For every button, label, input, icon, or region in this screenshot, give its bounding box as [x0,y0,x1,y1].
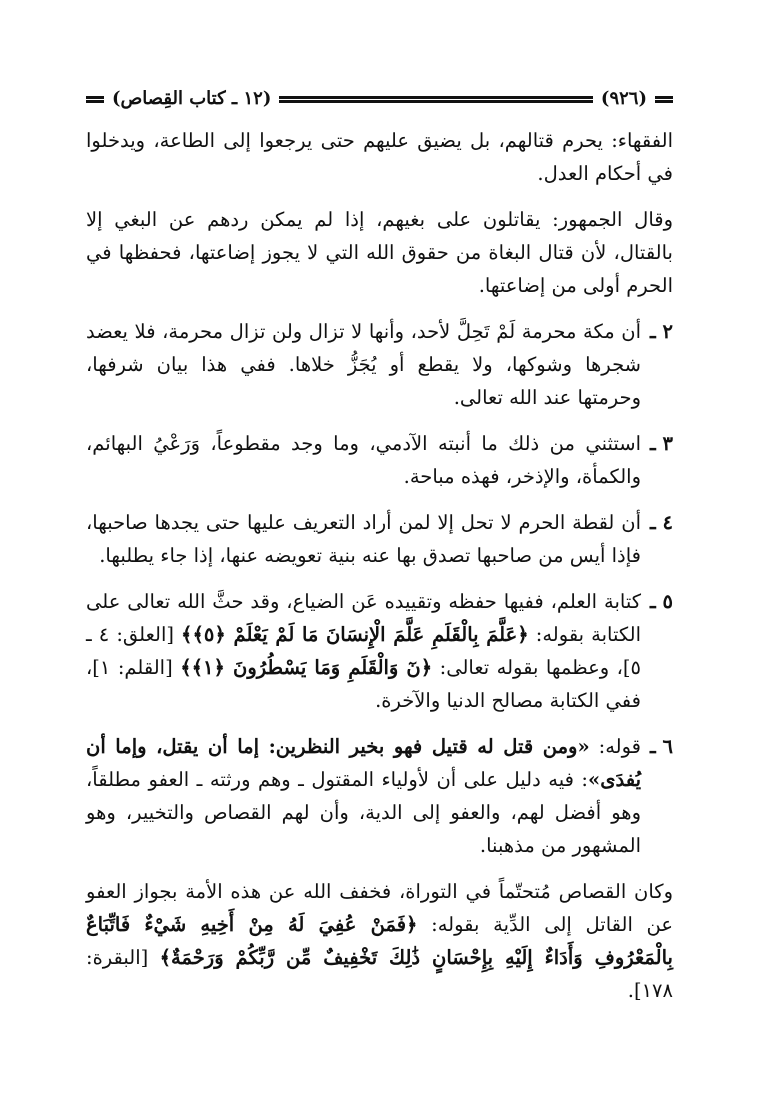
list-item [86,585,673,717]
list-item [86,427,673,493]
item-number: ٤ ـ [650,511,673,534]
paragraph-text-part: [البقرة: ١٧٨]. [86,946,673,1002]
list-item [86,506,673,572]
list-item [86,730,673,862]
list-item [86,315,673,414]
item-text: أن لقطة الحرم لا تحل إلا لمن أراد التعريف عليها حتى يجدها صاحبها، فإذا أيس من صاحبها تصدق بها عنه بنية تعويضه عنها، إذا جاء يطلبها. [86,511,641,567]
hadith-quote: «ومن قتل له قتيل فهو بخير النظرين: إما أن يقتل، وإما أن يُفدَى» [86,735,641,791]
quran-verse-baqarah: ﴿فَمَنْ عُفِيَ لَهُ مِنْ أَخِيهِ شَيْءٌ فَاتِّبَاعٌ بِالْمَعْرُوفِ وَأَدَاءٌ إِلَيْهِ بِإِحْسَانٍ ذَٰلِكَ تَخْفِيفٌ مِّن رَّبِّكُمْ وَرَحْمَةٌ﴾ [86,913,673,969]
header-rule-left [86,96,104,103]
quran-verse-qalam: ﴿نٓ وَالْقَلَمِ وَمَا يَسْطُرُونَ ﴿١﴾﴾ [180,656,433,679]
item-text [86,730,641,862]
item-text-part: : فيه دليل على أن لأولياء المقتول ـ وهم ورثته ـ العفو مطلقاً، وهو أفضل لهم، والعفو إلى الدية، وأن لهم القصاص والتخيير، وهو المشهور من مذهبنا. [86,768,641,857]
page-body [86,124,673,1020]
item-text-part: كتابة العلم، ففيها حفظه وتقييده عَن الضياع، وقد حثَّ الله تعالى على الكتابة بقوله: [86,590,641,646]
item-text-part: [القلم: ١]، ففي الكتابة مصالح الدنيا والآخرة. [86,656,641,712]
page-header [86,86,673,112]
item-number: ٢ ـ [650,320,673,343]
paragraph-qisas-torah [86,875,673,1007]
header-rule-middle [279,96,593,103]
quran-verse-alaq: ﴿عَلَّمَ بِالْقَلَمِ عَلَّمَ الْإِنسَانَ مَا لَمْ يَعْلَمْ ﴿٥﴾﴾ [181,623,529,646]
chapter-title: (١٢ ـ كتاب القِصاص) [112,88,272,109]
item-text [86,585,641,717]
item-number: ٦ ـ [650,735,673,758]
paragraph-jumhur: وقال الجمهور: يقاتلون على بغيهم، إذا لم يمكن ردهم عن البغي إلا بالقتال، لأن قتال البغاة من حقوق الله التي لا يجوز إضاعتها، فحفظها في الحرم أولى من إضاعتها. [86,208,673,297]
item-text: استثني من ذلك ما أنبته الآدمي، وما وجد مقطوعاً، وَرَعْيُ البهائم، والكمأة، والإذخر، فهذه مباحة. [86,432,641,488]
item-number: ٥ ـ [650,590,673,613]
item-text-part: [العلق: ٤ ـ ٥]، وعظمها بقوله تعالى: [86,623,642,679]
item-number: ٣ ـ [650,432,673,455]
page-number: (٩٢٦) [600,88,647,109]
paragraph-fuqaha: الفقهاء: يحرم قتالهم، بل يضيق عليهم حتى يرجعوا إلى الطاعة، ويدخلوا في أحكام العدل. [86,129,673,185]
header-rule-right [655,96,673,103]
paragraph-text-part: وكان القصاص مُتحتّماً في التوراة، فخفف الله عن هذه الأمة بجواز العفو عن القاتل إلى الدِّية بقوله: [86,880,673,936]
item-text-part: قوله: [589,735,641,758]
item-text: أن مكة محرمة لَمْ تَحِلَّ لأحد، وأنها لا تزال ولن تزال محرمة، فلا يعضد شجرها وشوكها، ولا يقطع أو يُجَزُّ خلاها. ففي هذا بيان شرفها، وحرمتها عند الله تعالى. [86,320,641,409]
